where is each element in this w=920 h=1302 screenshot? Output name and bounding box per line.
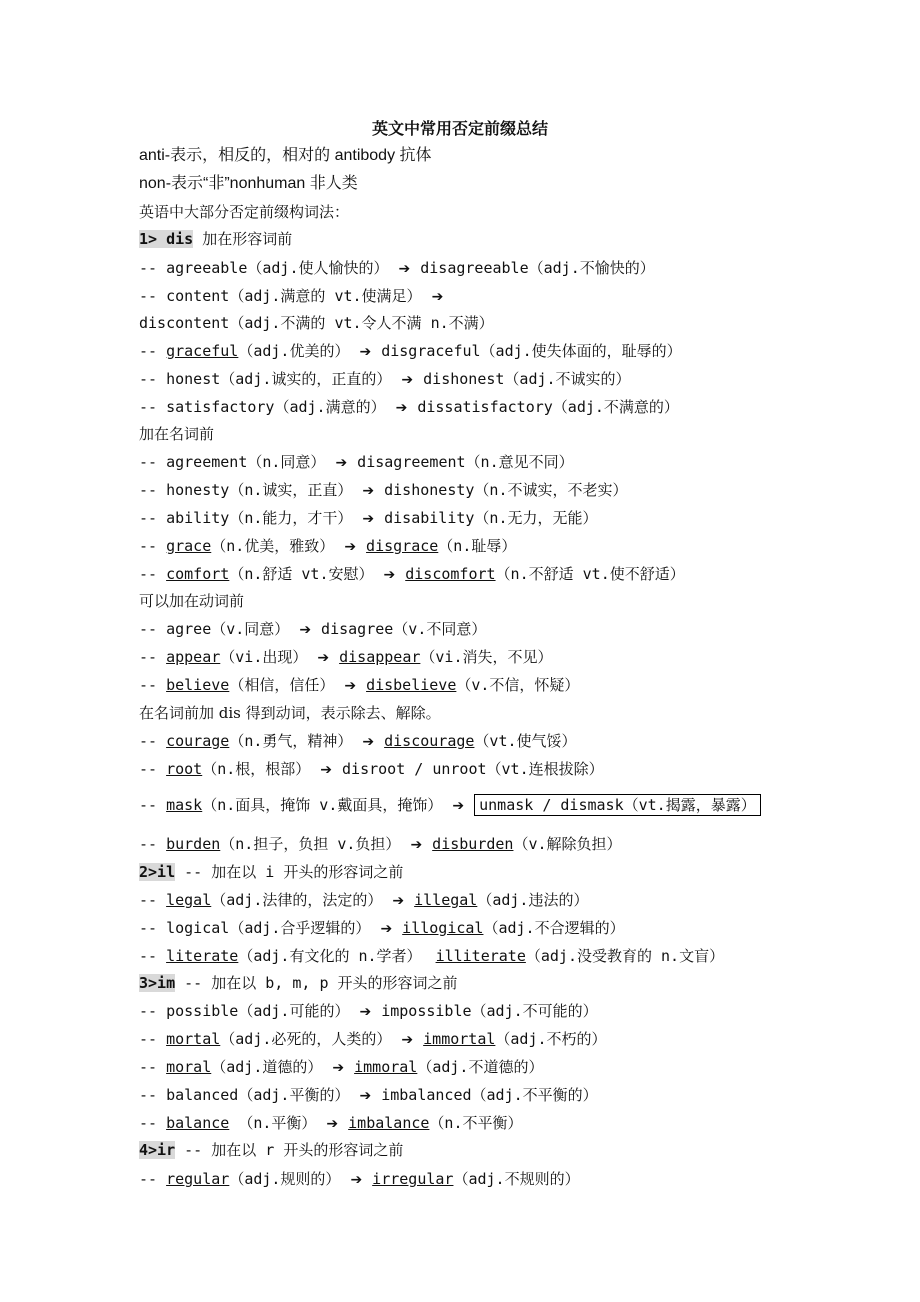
base-word-definition: （n.诚实，正直）: [229, 481, 353, 499]
word-pair-row: [139, 795, 761, 816]
derived-word-definition: （n.无力，无能）: [474, 509, 598, 527]
base-word: believe: [166, 676, 230, 694]
word-pair-row: [139, 480, 627, 501]
base-word-definition: （adj.平衡的）: [238, 1086, 350, 1104]
derived-word: illiterate: [435, 947, 526, 965]
base-word: grace: [166, 537, 212, 555]
dash-marker: --: [139, 398, 167, 416]
section-heading-text: 加在形容词前: [193, 230, 293, 248]
arrow-icon: ➔: [317, 650, 330, 666]
subheading-verb: 可以加在动词前: [139, 592, 245, 610]
arrow-icon: ➔: [359, 344, 372, 360]
base-word: legal: [166, 891, 212, 909]
section-tag: 4>ir: [139, 1141, 176, 1159]
derived-word: disroot / unroot: [342, 760, 487, 778]
arrow-icon: ➔: [335, 455, 348, 471]
arrow-icon: ➔: [362, 734, 375, 750]
base-word-definition: （n.同意）: [247, 453, 326, 471]
word-pair-row: [139, 759, 604, 780]
base-word-definition: （n.优美，雅致）: [211, 537, 335, 555]
base-word-definition: （n.平衡）: [229, 1114, 317, 1132]
dash-marker: --: [139, 287, 167, 305]
base-word: agree: [166, 620, 212, 638]
base-word: regular: [166, 1170, 230, 1188]
dash-marker: --: [139, 919, 167, 937]
word-pair-row: [139, 1001, 598, 1022]
arrow-icon: ➔: [359, 1088, 372, 1104]
base-word-definition: （adj.必死的，人类的）: [220, 1030, 392, 1048]
base-word-definition: （adj.法律的，法定的）: [211, 891, 383, 909]
word-pair-row: [139, 286, 453, 307]
base-word: courage: [166, 732, 230, 750]
word-pair-row: [139, 890, 588, 911]
word-pair-row: [139, 731, 577, 752]
base-word: logical: [166, 919, 230, 937]
dash-marker: --: [139, 947, 167, 965]
section-heading-il: [139, 862, 403, 882]
derived-word: dishonesty: [384, 481, 475, 499]
base-word: mortal: [166, 1030, 221, 1048]
base-word-definition: （n.面具，掩饰 v.戴面具，掩饰）: [202, 796, 443, 814]
word-pair-row: [139, 619, 486, 640]
word-pair-row: [139, 834, 622, 855]
word-pair-row: [139, 397, 679, 418]
derived-word-definition: （adj.违法的）: [477, 891, 589, 909]
derived-word: disgrace: [366, 537, 439, 555]
derived-word: immortal: [423, 1030, 496, 1048]
word-pair-row: [139, 1029, 607, 1050]
derived-word-definition: （v.不信，怀疑）: [456, 676, 580, 694]
base-word: honesty: [166, 481, 230, 499]
derived-word-definition: （vt.连根拔除）: [486, 760, 604, 778]
arrow-icon: ➔: [401, 1032, 414, 1048]
arrow-icon: ➔: [350, 1172, 363, 1188]
base-word-definition: （adj.可能的）: [238, 1002, 350, 1020]
derived-word-definition: （adj.不规则的）: [453, 1170, 580, 1188]
dash-marker: --: [139, 481, 167, 499]
base-word-definition: （adj.诚实的，正直的）: [220, 370, 392, 388]
word-pair-row: [139, 341, 682, 362]
base-word-definition: （v.同意）: [211, 620, 290, 638]
base-word-definition: （adj.规则的）: [229, 1170, 341, 1188]
base-word: content: [166, 287, 230, 305]
arrow-icon: ➔: [431, 289, 444, 305]
arrow-icon: ➔: [332, 1060, 345, 1076]
derived-word: disagreeable: [420, 259, 529, 277]
arrow-icon: ➔: [344, 678, 357, 694]
derived-word-definition: （v.解除负担）: [513, 835, 622, 853]
derived-word-definition: （n.不舒适 vt.使不舒适）: [495, 565, 685, 583]
arrow-icon: ➔: [392, 893, 405, 909]
subheading-noun: 加在名词前: [139, 425, 215, 443]
dash-marker: --: [139, 620, 167, 638]
base-word-definition: （n.担子，负担 v.负担）: [220, 835, 401, 853]
derived-word: illogical: [402, 919, 484, 937]
dash-marker: --: [139, 648, 167, 666]
derived-word-definition: （adj.不可能的）: [471, 1002, 598, 1020]
intro-non: non-表示“非”nonhuman 非人类: [139, 175, 358, 192]
word-pair-row: [139, 564, 685, 585]
section-heading-text: -- 加在以 r 开头的形容词之前: [175, 1141, 404, 1159]
page-title: 英文中常用否定前缀总结: [371, 119, 548, 138]
derived-word-definition: （n.不平衡）: [429, 1114, 523, 1132]
arrow-icon: ➔: [410, 837, 423, 853]
derived-word-definition: （adj.没受教育的 n.文盲）: [525, 947, 725, 965]
derived-word: disburden: [432, 835, 514, 853]
dash-marker: --: [139, 835, 167, 853]
derived-word-definition: （v.不同意）: [393, 620, 487, 638]
dash-marker: --: [139, 732, 167, 750]
base-word: ability: [166, 509, 230, 527]
base-word-definition: （adj.道德的）: [211, 1058, 323, 1076]
base-word: comfort: [166, 565, 230, 583]
section-heading-ir: [139, 1140, 403, 1160]
arrow-icon: ➔: [383, 567, 396, 583]
derived-word-definition: （adj.不朽的）: [495, 1030, 607, 1048]
base-word: agreement: [166, 453, 248, 471]
word-pair-row: [139, 536, 516, 557]
section-heading-text: -- 加在以 i 开头的形容词之前: [175, 863, 404, 881]
base-word: appear: [166, 648, 221, 666]
derived-word: illegal: [414, 891, 478, 909]
arrow-icon: ➔: [320, 762, 333, 778]
section-heading-im: [139, 973, 458, 993]
word-pair-row: [139, 1057, 543, 1078]
dash-marker: --: [139, 796, 167, 814]
base-word: graceful: [166, 342, 239, 360]
dash-marker: --: [139, 1002, 167, 1020]
base-word-definition: （n.能力，才干）: [229, 509, 353, 527]
dash-marker: --: [139, 760, 167, 778]
base-word: honest: [166, 370, 221, 388]
intro-anti: anti-表示，相反的，相对的 antibody 抗体: [139, 147, 432, 164]
derived-word: disgraceful: [381, 342, 481, 360]
arrow-icon: ➔: [380, 921, 393, 937]
section-heading-text: -- 加在以 b, m, p 开头的形容词之前: [175, 974, 458, 992]
base-word: balance: [166, 1114, 230, 1132]
dash-marker: --: [139, 1030, 167, 1048]
dash-marker: --: [139, 370, 167, 388]
section-tag: 1> dis: [139, 230, 194, 248]
derived-word-definition: （n.不诚实，不老实）: [474, 481, 628, 499]
dash-marker: --: [139, 453, 167, 471]
arrow-icon: ➔: [362, 483, 375, 499]
word-pair-row: [139, 675, 579, 696]
base-word: literate: [166, 947, 239, 965]
derived-word: discourage: [384, 732, 475, 750]
dash-marker: --: [139, 1170, 167, 1188]
word-pair-row: [139, 918, 625, 939]
dash-marker: --: [139, 1086, 167, 1104]
base-word-definition: （adj.不满的 vt.令人不满 n.不满）: [229, 314, 494, 332]
derived-word: disbelieve: [366, 676, 457, 694]
base-word: mask: [166, 796, 203, 814]
base-word: root: [166, 760, 203, 778]
section-heading-dis: [139, 229, 292, 249]
dash-marker: --: [139, 1114, 167, 1132]
base-word-definition: （n.舒适 vt.安慰）: [229, 565, 374, 583]
base-word: discontent: [139, 314, 230, 332]
base-word-definition: （n.根，根部）: [202, 760, 311, 778]
arrow-icon: ➔: [299, 622, 312, 638]
derived-word: dishonest: [423, 370, 505, 388]
derived-word-definition: （adj.不道德的）: [417, 1058, 544, 1076]
derived-word-definition: （adj.不合逻辑的）: [483, 919, 625, 937]
dash-marker: --: [139, 676, 167, 694]
arrow-icon: ➔: [452, 798, 465, 814]
arrow-icon: ➔: [362, 511, 375, 527]
word-pair-row: [139, 1113, 522, 1134]
dash-marker: --: [139, 342, 167, 360]
derived-word: immoral: [354, 1058, 418, 1076]
derived-word: impossible: [381, 1002, 472, 1020]
base-word: possible: [166, 1002, 239, 1020]
derived-word-definition: （adj.不满意的）: [552, 398, 679, 416]
word-pair-row: [139, 946, 724, 966]
derived-word-definition: （n.意见不同）: [465, 453, 574, 471]
dash-marker: --: [139, 891, 167, 909]
derived-word: imbalance: [348, 1114, 430, 1132]
dash-marker: --: [139, 259, 167, 277]
dash-marker: --: [139, 565, 167, 583]
dash-marker: --: [139, 509, 167, 527]
section-tag: 3>im: [139, 974, 176, 992]
base-word-definition: （adj.合乎逻辑的）: [229, 919, 371, 937]
derived-word-definition: （adj.不愉快的）: [528, 259, 655, 277]
dash-marker: --: [139, 537, 167, 555]
arrow-icon: ➔: [344, 539, 357, 555]
boxed-derived-word: unmask / dismask（vt.揭露，暴露）: [474, 794, 761, 816]
derived-word: disability: [384, 509, 475, 527]
base-word-definition: （相信，信任）: [229, 676, 335, 694]
word-pair-row: [139, 258, 655, 279]
derived-word: disagree: [321, 620, 394, 638]
derived-word-definition: （vi.消失，不见）: [420, 648, 553, 666]
derived-word-definition: （n.耻辱）: [438, 537, 517, 555]
derived-word: dissatisfactory: [417, 398, 553, 416]
word-pair-row: [139, 1085, 598, 1106]
derived-word: irregular: [372, 1170, 454, 1188]
word-pair-row: [139, 1169, 580, 1190]
arrow-icon: ➔: [398, 261, 411, 277]
word-pair-row: [139, 508, 597, 529]
base-word: moral: [166, 1058, 212, 1076]
base-word-definition: （n.勇气，精神）: [229, 732, 353, 750]
base-word: burden: [166, 835, 221, 853]
base-word: agreeable: [166, 259, 248, 277]
derived-word-definition: （adj.不诚实的）: [504, 370, 631, 388]
word-pair-row: [139, 313, 494, 333]
derived-word-definition: （adj.不平衡的）: [471, 1086, 598, 1104]
base-word-definition: （adj.满意的 vt.使满足）: [229, 287, 422, 305]
base-word: satisfactory: [166, 398, 275, 416]
arrow-icon: ➔: [401, 372, 414, 388]
section-tag: 2>il: [139, 863, 176, 881]
word-pair-row: [139, 647, 552, 668]
intro-lead: 英语中大部分否定前缀构词法：: [139, 203, 350, 221]
derived-word: imbalanced: [381, 1086, 472, 1104]
arrow-icon: ➔: [359, 1004, 372, 1020]
word-pair-row: [139, 452, 574, 473]
arrow-icon: ➔: [395, 400, 408, 416]
arrow-icon: ➔: [326, 1116, 339, 1132]
dash-marker: --: [139, 1058, 167, 1076]
base-word-definition: （adj.优美的）: [238, 342, 350, 360]
derived-word: disagreement: [357, 453, 466, 471]
derived-word: discomfort: [405, 565, 496, 583]
word-pair-row: [139, 369, 631, 390]
derived-word-definition: （vt.使气馁）: [474, 732, 577, 750]
subheading-remove: 在名词前加 dis 得到动词，表示除去、解除。: [139, 704, 441, 722]
base-word-definition: （adj.满意的）: [274, 398, 386, 416]
base-word-definition: （adj.使人愉快的）: [247, 259, 389, 277]
base-word-definition: （adj.有文化的 n.学者）: [238, 947, 422, 965]
derived-word: disappear: [339, 648, 421, 666]
derived-word-definition: （adj.使失体面的，耻辱的）: [480, 342, 682, 360]
base-word-definition: （vi.出现）: [220, 648, 308, 666]
base-word: balanced: [166, 1086, 239, 1104]
